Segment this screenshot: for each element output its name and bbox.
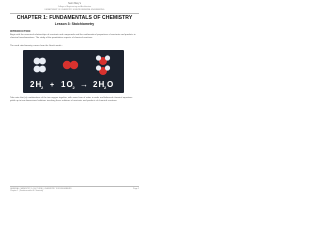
eq-left-sub: 2: [41, 85, 44, 90]
document-page: [0, 0, 149, 198]
lesson-title: Lesson 3: Stoichiometry: [54, 22, 95, 26]
footer-course: GENERAL CHEMISTRY 1 (LECTURE) | CHEMISTRY FOR ENGINEERS: [10, 187, 72, 190]
university-name: Saint Mary's: [67, 2, 82, 5]
eq-plus: +: [50, 82, 55, 89]
eq-arrow: →: [80, 80, 88, 89]
reaction-diagram: [23, 50, 124, 93]
footer-text: [10, 188, 72, 193]
hydrogen-molecule-1: [34, 58, 46, 65]
water-molecule-2: [96, 65, 110, 75]
page-header: [0, 3, 149, 12]
chapter-title: CHAPTER 1: FUNDAMENTALS OF CHEMISTRY: [16, 15, 133, 21]
eq-mid-coef: 1: [61, 80, 66, 89]
page-footer: [10, 186, 139, 193]
eq-right-sub: 2: [104, 85, 107, 90]
footer-chapter: Chapter 1 | Fundamentals of Chemistry: [10, 190, 43, 193]
eq-mid-formula: O: [66, 80, 73, 89]
eq-mid-sub: 2: [72, 85, 75, 90]
eq-right-coef: 2: [93, 80, 98, 89]
body-paragraph: Take note that (a) combinations of the two oxygen together, with some form of ratios in order and balanced chemical equations yields up to two dimensional relations involving these relations of reactants and products of chemical reactions.: [10, 97, 133, 102]
section-heading: INTRODUCTION: [10, 30, 31, 33]
eq-left-formula: H: [35, 80, 42, 89]
eq-right-formula: H: [98, 80, 105, 89]
oxygen-molecule: [63, 61, 78, 69]
department-name: DEPARTMENT OF CHEMISTRY & ENVIRONMENTAL ENGINEERING: [44, 8, 105, 11]
eq-left-coef: 2: [30, 80, 35, 89]
header-divider: [10, 13, 139, 14]
eq-right-formula-2: O: [107, 80, 114, 89]
hydrogen-molecule-2: [34, 66, 46, 73]
water-molecule-1: [96, 55, 110, 65]
intro-paragraph: Begin with the numerical relationships of reactants and compounds and the mathematical proportions of reactants and products in chemical transformations. The study of the quantitative aspects of chemical reactions.: [10, 34, 136, 39]
reaction-svg: [23, 50, 124, 93]
page-number: Page 1: [133, 187, 139, 190]
intro-paragraph-2: The word stoichiometry comes from the Greek words...: [10, 44, 64, 47]
college-name: College of Engineering and Architecture: [57, 5, 92, 8]
